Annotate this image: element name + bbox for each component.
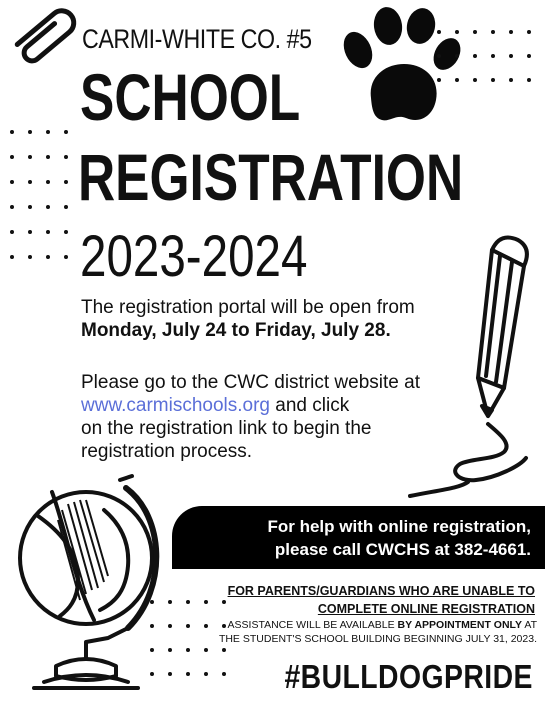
- parents-notice-heading: [175, 582, 535, 618]
- parents-note-prefix: ASSISTANCE WILL BE AVAILABLE: [227, 619, 398, 631]
- parents-heading-line2: COMPLETE ONLINE REGISTRATION: [317, 602, 535, 616]
- pencil-icon: [400, 220, 540, 505]
- parents-note-bold: BY APPOINTMENT ONLY: [397, 619, 523, 631]
- page-title-line1: SCHOOL: [80, 60, 301, 134]
- decorative-dot-grid-left: [10, 130, 68, 259]
- help-text: [267, 515, 531, 561]
- globe-icon: [8, 470, 176, 695]
- district-website-link[interactable]: www.carmischools.org: [81, 395, 270, 416]
- paperclip-icon: [6, 6, 82, 72]
- parents-notice-text: [167, 618, 537, 646]
- parents-note-line1: [167, 618, 537, 632]
- help-line1: For help with online registration,: [267, 517, 531, 536]
- hashtag: #BULLDOGPRIDE: [284, 658, 533, 695]
- help-banner: [172, 506, 545, 569]
- instructions-line2: [81, 394, 420, 417]
- page-title-line2: REGISTRATION: [78, 140, 464, 214]
- instructions-line2-suffix: and click: [270, 395, 350, 416]
- instructions-paragraph: [81, 371, 420, 463]
- decorative-dot-grid-top-right: [437, 30, 531, 82]
- school-year: 2023-2024: [80, 224, 308, 289]
- help-line2: please call CWCHS at 382-4661.: [274, 540, 531, 559]
- parents-heading-line1: FOR PARENTS/GUARDIANS WHO ARE UNABLE TO: [227, 584, 535, 598]
- parents-note-line2: THE STUDENT'S SCHOOL BUILDING BEGINNING JULY 31, 2023.: [218, 633, 537, 645]
- instructions-line3: on the registration link to begin the: [81, 418, 372, 439]
- instructions-line1: Please go to the CWC district website at: [81, 372, 420, 393]
- parents-note-suffix: AT: [522, 619, 537, 631]
- portal-dates: Monday, July 24 to Friday, July 28.: [81, 320, 391, 341]
- district-name: CARMI-WHITE CO. #5: [82, 24, 312, 54]
- portal-dates-paragraph: [81, 296, 415, 342]
- instructions-line4: registration process.: [81, 441, 253, 462]
- portal-open-text: The registration portal will be open from: [81, 297, 415, 318]
